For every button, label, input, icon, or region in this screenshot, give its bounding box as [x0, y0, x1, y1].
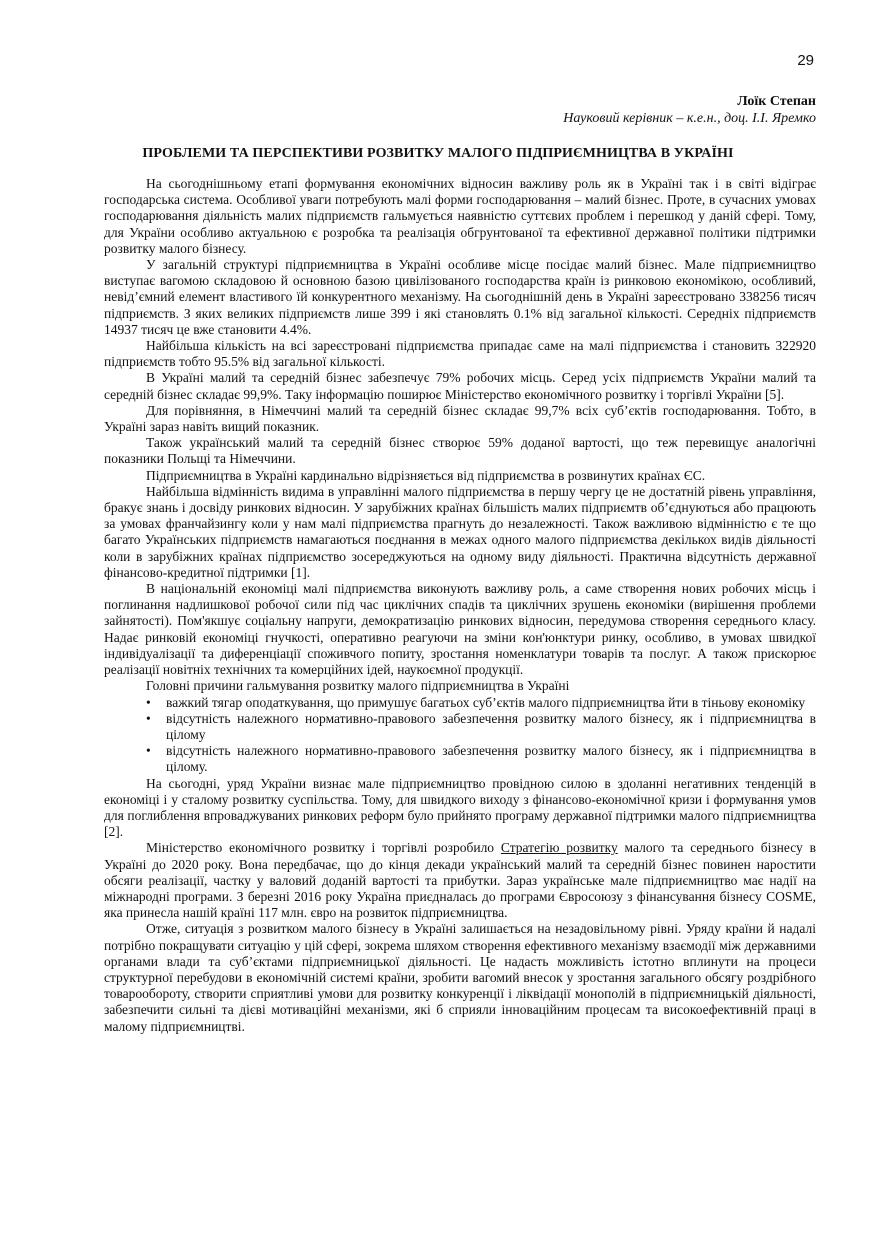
list-item: • важкий тягар оподаткування, що примушує багатьох суб’єктів малого підприємництва йти в тіньову економіку [146, 695, 816, 711]
article-title: ПРОБЛЕМИ ТА ПЕРСПЕКТИВИ РОЗВИТКУ МАЛОГО ПІДПРИЄМНИЦТВА В УКРАЇНІ [142, 146, 734, 161]
paragraph: В національній економіці малі підприємства виконують важливу роль, а саме створення нових робочих місць і поглинання надлишкової робочої сили під час циклічних спадів та циклічних зрушень економіки (вирішення проблеми зайнятості). Пом'якшує соціальну напруги, демократизацію ринкових відносин, передумова створення середнього класу. Надає ринковій економіці гнучкості, оперативно реагуючи на зміни кон'юнктури ринку, особливо, в умовах швидкої індивідуалізації та диференціації споживчого попиту, зростання номенклатури товарів та послуг. А також прискорює реалізації новітніх технічних та комерційних ідей, наукоємної продукції. [104, 581, 816, 678]
author-block [563, 93, 816, 127]
paragraph: Головні причини гальмування розвитку малого підприємництва в Україні [146, 678, 570, 694]
causes-list [104, 695, 816, 776]
list-item: • відсутність належного нормативно-правового забезпечення розвитку малого бізнесу, як і підприємництва в цілому [146, 711, 816, 743]
paragraph: На сьогоднішньому етапі формування економічних відносин важливу роль як в Україні так і в світі відіграє господарська система. Особливої уваги потребують малі форми господарювання – малий бізнес. Проте, в сучасних умовах господарювання діяльність малих підприємств гальмується наявністю суттєвих проблем і перешкод у даній сфері. Тому, для України особливо актуальною є розробка та реалізація обгрунтованої та ефективної державної політики підтримки розвитку малого бізнесу. [104, 176, 816, 256]
paragraph: На сьогодні, уряд України визнає мале підприємництво провідною силою в здоланні негативних тенденцій в економіці і у сталому розвитку суспільства. Тому, для швидкого виходу з фінансово-економічної кризи і формування умов для поглиблення впроваджуваних ринкових реформ було прийнято програму державної підтримки малого підприємництва [2]. [104, 775, 816, 840]
ministry-text-before: Міністерство економічного розвитку і торгівлі розробило [146, 840, 501, 856]
closing-paragraph: Отже, ситуація з розвитком малого бізнесу в Україні залишається на незадовільному рівні. Уряду країни й надалі потрібно покращувати ситуацію у цій сфері, зокрема шляхом створення ефективного механізму взаємодії між державними органами влади та суб’єктами підприємницької діяльності. Це надасть можливість істотно вплинути на процеси структурної перебудови в економічній системі країни, зробити вагомий внесок у зростання загального обсягу роздрібного товарообороту, створити сприятливі умови для розвитку конкуренції і ліквідації монополій в підприємницькій діяльності, забезпечити сильні та дієві мотиваційні механізми, які б сприяли інноваційним процесам та високоефективній праці в малому підприємництві. [104, 921, 816, 1034]
ministry-text-after: малого та середнього бізнесу в Україні до 2020 року. Вона передбачає, що до кінця декади український малий та середній бізнес повинен наростити обсяги реалізації, частку у валовий доданій вартості та прибутки. Зараз українське мале підприємництво має надії на міжнародні програми. З березні 2016 року Україна приєдналась до програми Євросоюзу з фінансування бізнесу COSME, яка принесла нашій країні 117 млн. євро на розвиток підприємництва. [104, 840, 817, 921]
paragraph: В Україні малий та середній бізнес забезпечує 79% робочих місць. Серед усіх підприємств України малий та середній бізнес складає 99,9%. Таку інформацію поширює Міністерство економічного розвитку і торгівлі України [5]. [104, 370, 816, 402]
strategy-link[interactable]: Стратегію розвитку [500, 840, 618, 856]
author-name: Лоїк Степан [737, 94, 816, 109]
paragraph: Для порівняння, в Німеччині малий та середній бізнес складає 99,7% всіх суб’єктів господарювання. Тобто, в Україні зараз навіть вищий показник. [104, 402, 816, 435]
paragraph: Найбільша кількість на всі зареєстровані підприємства припадає саме на малі підприємства і становить 322920 підприємств тобто 95.5% від загальної кількості. [104, 338, 816, 370]
paragraph: У загальній структурі підприємництва в Україні особливе місце посідає малий бізнес. Мале підприємництво виступає вагомою складовою й основною базою цивілізованого господарства країн із ринковою економікою, особливий, невід’ємний елемент властивого їй конкурентного механізму. На сьогоднішній день в Україні зареєстровано 338256 тисяч підприємств. З яких великих підприємств лише 399 і які становлять 0.1% від загальної кількості. Середніх підприємств 14937 тисяч це вже становити 4.4%. [104, 257, 816, 337]
ministry-paragraph [104, 840, 816, 921]
supervisor-line: Науковий керівник – к.е.н., доц. І.І. Яремко [563, 111, 816, 126]
paragraph: Підприємництва в Україні кардинально відрізняється від підприємства в розвинутих країнах ЄС. [146, 467, 706, 483]
article-body [104, 176, 816, 1035]
paragraph: Найбільша відмінність видима в управлінні малого підприємства в першу чергу це не достатній рівень управління, бракує знань і досвіду ринкових відносин. У зарубіжних країнах більшість малих підприємтв об’єднуються або працюють за умовах франчайзингу коли у нам малі підприємства прагнуть до незалежності. Також важливою відмінністю є те що багато Українських підприємств намагаються поєднання в межах одного малого підприємства декількох видів діяльності коли в зарубіжних країнах підприємство зосереджуються на одному виду діяльності. Практична відсутність державної фінансово-кредитної підтримки [1]. [104, 483, 816, 580]
list-item: • відсутність належного нормативно-правового забезпечення розвитку малого бізнесу, як і підприємництва в цілому. [146, 743, 816, 775]
paragraph: Також український малий та середній бізнес створює 59% доданої вартості, що теж перевищує аналогічні показники Польщі та Німеччини. [104, 435, 816, 467]
page-number: 29 [797, 52, 814, 69]
